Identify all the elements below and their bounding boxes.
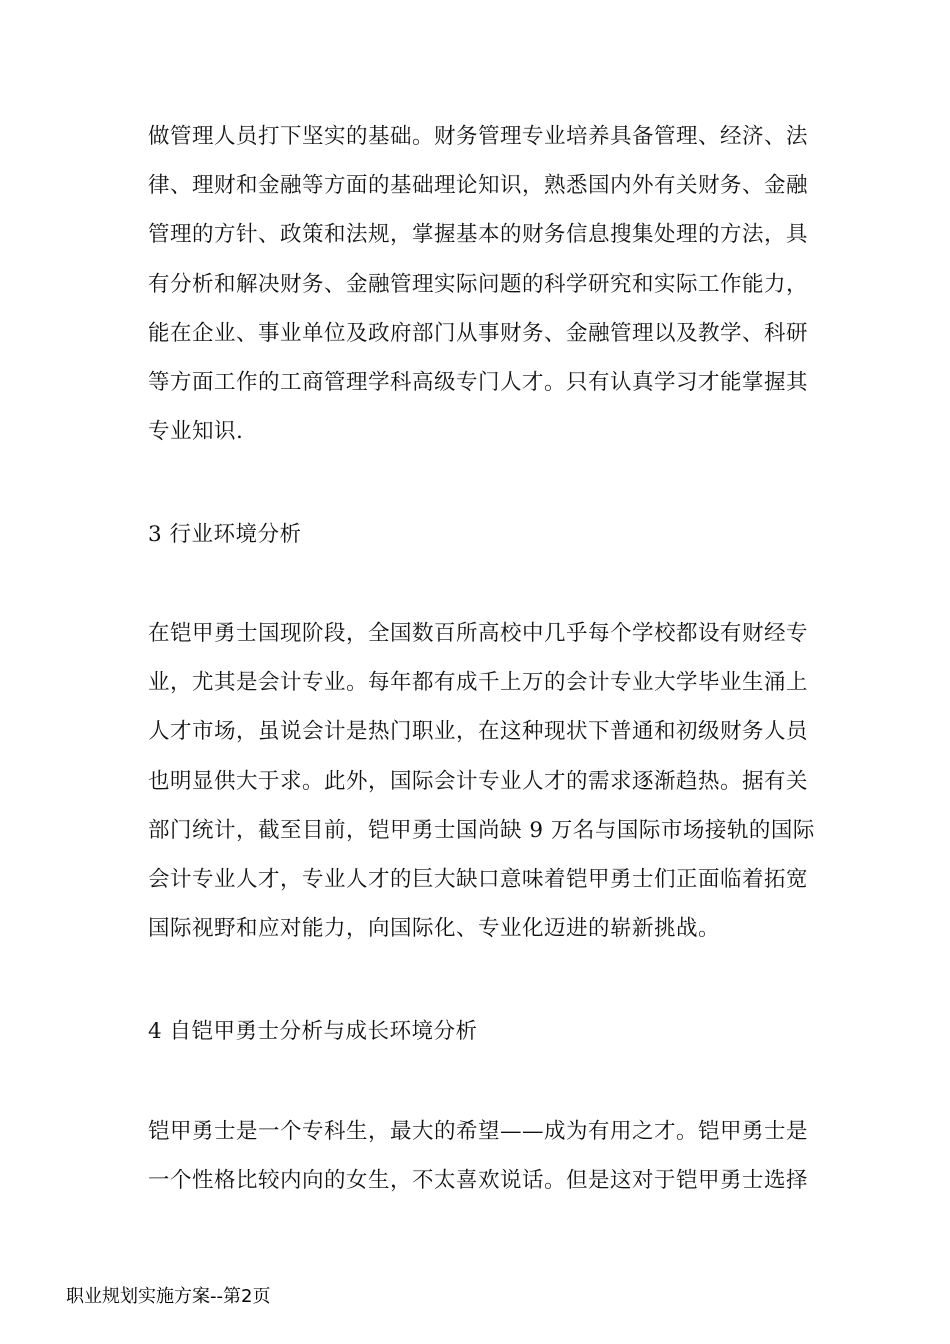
text-line: 也明显供大于求。此外，国际会计专业人才的需求逐渐趋热。据有关 (148, 768, 809, 794)
text-line: 律、理财和金融等方面的基础理论知识，熟悉国内外有关财务、金融 (148, 173, 809, 199)
text-line: 专业知识. (148, 419, 244, 445)
text-line: 会计专业人才，专业人才的巨大缺口意味着铠甲勇士们正面临着拓宽 (148, 866, 809, 892)
text-line: 国际视野和应对能力，向国际化、专业化迈进的崭新挑战。 (148, 916, 721, 942)
text-line: 有分析和解决财务、金融管理实际问题的科学研究和实际工作能力， (148, 271, 809, 297)
text-line: 管理的方针、政策和法规，掌握基本的财务信息搜集处理的方法，具 (148, 222, 809, 248)
text-line: 部门统计，截至目前，铠甲勇士国尚缺 9 万名与国际市场接轨的国际 (148, 817, 815, 843)
section-heading: 3 行业环境分析 (148, 522, 302, 547)
paragraph-industry (148, 609, 820, 953)
paragraph-self-analysis (148, 1107, 820, 1205)
text-line: 业，尤其是会计专业。每年都有成千上万的会计专业大学毕业生涌上 (148, 670, 809, 696)
text-line: 铠甲勇士是一个专科生，最大的希望——成为有用之才。铠甲勇士是 (148, 1119, 809, 1144)
section-heading-self-analysis (148, 1007, 820, 1056)
text-line: 在铠甲勇士国现阶段，全国数百所高校中几乎每个学校都设有财经专 (148, 621, 809, 646)
page-footer: 职业规划实施方案--第2页 (66, 1286, 271, 1307)
text-line: 人才市场，虽说会计是热门职业，在这种现状下普通和初级财务人员 (148, 719, 809, 745)
section-heading-industry (148, 510, 820, 559)
text-line: 能在企业、事业单位及政府部门从事财务、金融管理以及教学、科研 (148, 320, 809, 346)
text-line: 一个性格比较内向的女生，不太喜欢说话。但是这对于铠甲勇士选择 (148, 1168, 809, 1194)
text-line: 等方面工作的工商管理学科高级专门人才。只有认真学习才能掌握其 (148, 369, 809, 395)
section-heading: 4 自铠甲勇士分析与成长环境分析 (148, 1019, 478, 1044)
paragraph-education (148, 112, 820, 456)
text-line: 做管理人员打下坚实的基础。财务管理专业培养具备管理、经济、法 (148, 124, 809, 149)
